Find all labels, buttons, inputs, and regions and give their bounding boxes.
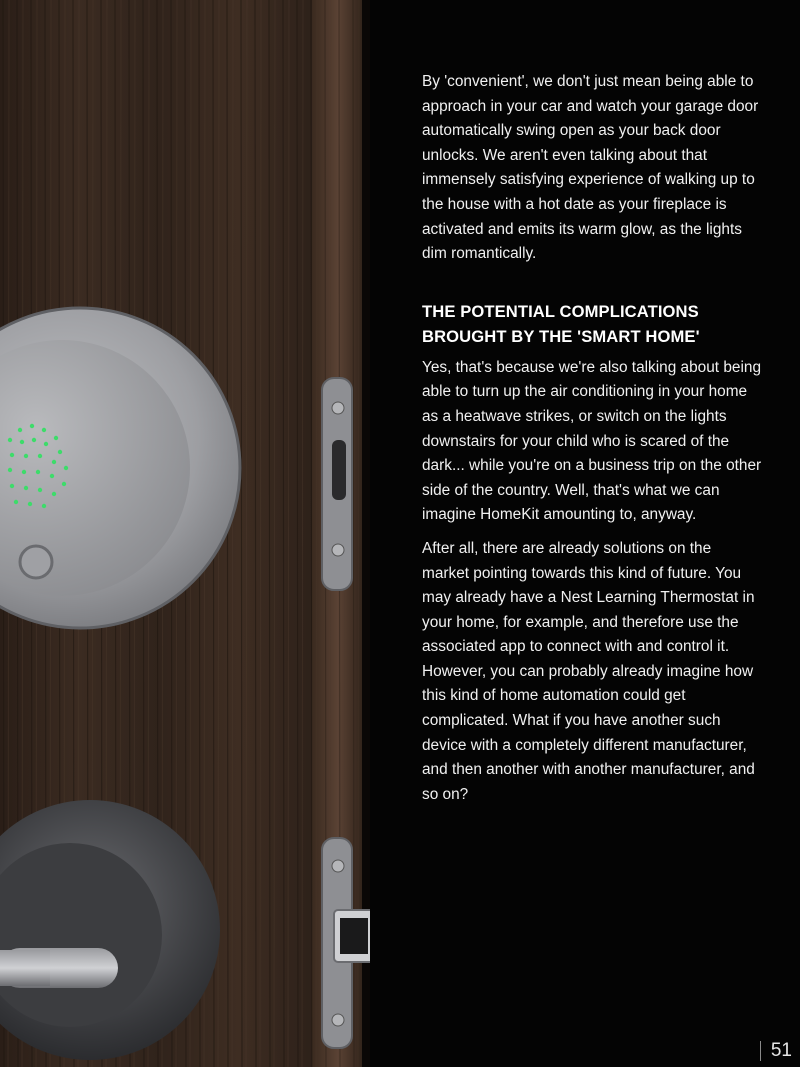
- intro-paragraph: By 'convenient', we don't just mean being able to approach in your car and watch your garage door automatically swing open as your back door unlocks. We aren't even talking about that immensely satisfying experience of walking up to the house with a hot date as your fireplace is activated and emits its warm glow, as the lights dim romantically.: [422, 73, 759, 263]
- section-heading: THE POTENTIAL COMPLICATIONS BROUGHT BY THE 'SMART HOME': [422, 301, 700, 346]
- smart-lock-photo: [0, 0, 370, 1067]
- page-number: 51: [760, 1041, 792, 1061]
- article-body: [422, 70, 762, 816]
- body-paragraph-1: Yes, that's because we're also talking about being able to turn up the air conditioning in your home as a heatwave strikes, or switch on the lights downstairs for your child who is scared of the dark... while you're on a business trip on the other side of the country. Well, that's what we can imagine HomeKit amounting to, anyway.: [422, 358, 762, 524]
- smart-lock-illustration: [0, 0, 370, 1067]
- body-paragraph-2: After all, there are already solutions on the market pointing towards this kind of future. You may already have a Nest Learning Thermostat in your home, for example, and therefore use the associated app to connect with and control it. However, you can probably already imagine how this kind of home automation could get complicated. What if you have another such device with a completely different manufacturer, and then another with another manufacturer, and so on?: [422, 539, 755, 803]
